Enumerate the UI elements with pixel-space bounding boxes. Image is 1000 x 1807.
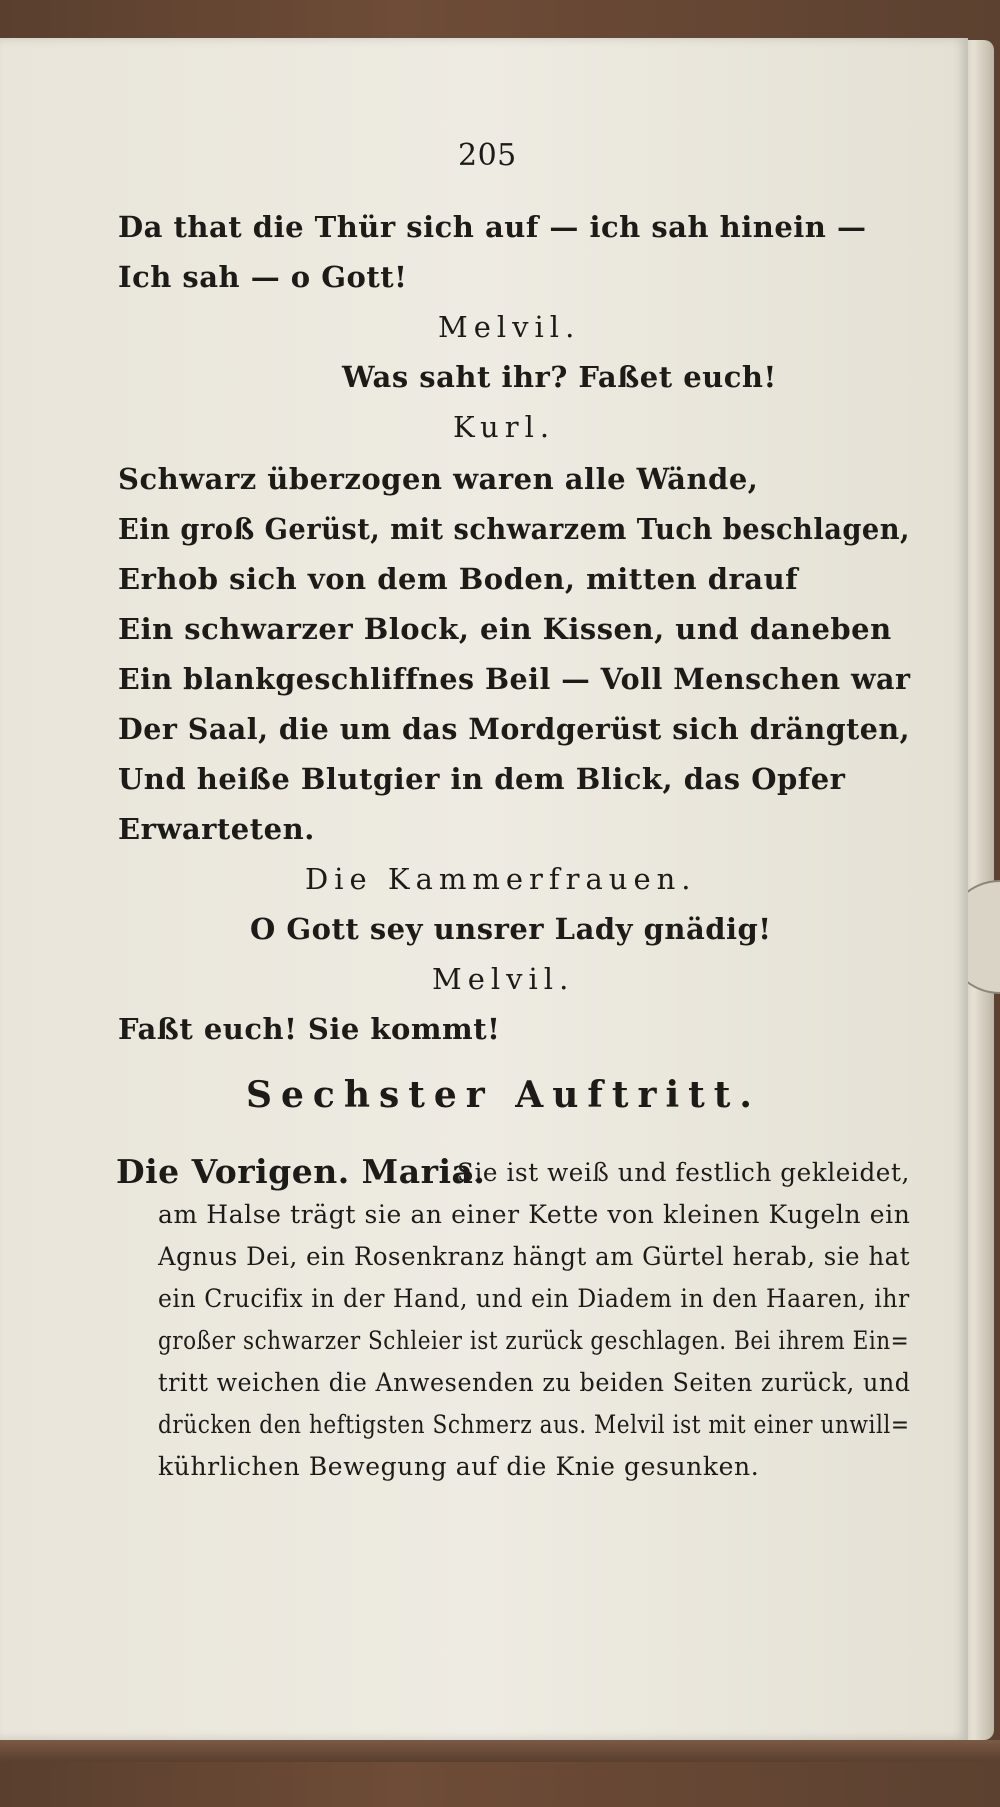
verse-line: Ich sah — o Gott! [118, 260, 408, 294]
verse-line: Ein groß Gerüst, mit schwarzem Tuch beschlagen, [118, 512, 911, 546]
speaker-kurl: Kurl. [453, 410, 556, 444]
speaker-kammerfrauen: Die Kammerfrauen. [305, 862, 697, 896]
verse-line: O Gott sey unsrer Lady gnädig! [250, 912, 772, 946]
verse-line: Was saht ihr? Faßet euch! [342, 360, 777, 394]
verse-line: Faßt euch! Sie kommt! [118, 1012, 501, 1046]
speaker-melvil: Melvil. [438, 310, 581, 344]
verse-line: Schwarz überzogen waren alle Wände, [118, 462, 759, 496]
stage-direction-line: Agnus Dei, ein Rosenkranz hängt am Gürtel herab, sie hat [158, 1242, 911, 1271]
verse-line: Ein blankgeschliffnes Beil — Voll Menschen war [118, 662, 911, 696]
book-page [0, 38, 968, 1740]
page-number: 205 [458, 138, 517, 173]
verse-line: Der Saal, die um das Mordgerüst sich drängten, [118, 712, 911, 746]
verse-line: Und heiße Blutgier in dem Blick, das Opfer [118, 762, 846, 796]
scene-heading: Sechster Auftritt. [246, 1074, 761, 1116]
stage-direction-line: am Halse trägt sie an einer Kette von kleinen Kugeln ein [158, 1200, 911, 1229]
stage-direction-line: tritt weichen die Anwesenden zu beiden Seiten zurück, und [158, 1368, 911, 1397]
stage-direction-line: kührlichen Bewegung auf die Knie gesunken. [158, 1452, 760, 1481]
cover-edge [0, 1740, 1000, 1762]
speaker-melvil: Melvil. [432, 962, 575, 996]
verse-line: Erhob sich von dem Boden, mitten drauf [118, 562, 799, 596]
stage-direction-line: ein Crucifix in der Hand, und ein Diadem in den Haaren, ihr [158, 1284, 910, 1313]
verse-line: Erwarteten. [118, 812, 315, 846]
stage-persons: Die Vorigen. Maria. [116, 1152, 486, 1191]
stage-direction-line: Sie ist weiß und festlich gekleidet, [457, 1158, 910, 1187]
stage-direction-line: großer schwarzer Schleier ist zurück geschlagen. Bei ihrem Ein= [158, 1326, 910, 1355]
verse-line: Da that die Thür sich auf — ich sah hinein — [118, 210, 867, 244]
verse-line: Ein schwarzer Block, ein Kissen, und daneben [118, 612, 892, 646]
stage-direction-line: drücken den heftigsten Schmerz aus. Melvil ist mit einer unwill= [158, 1410, 910, 1439]
